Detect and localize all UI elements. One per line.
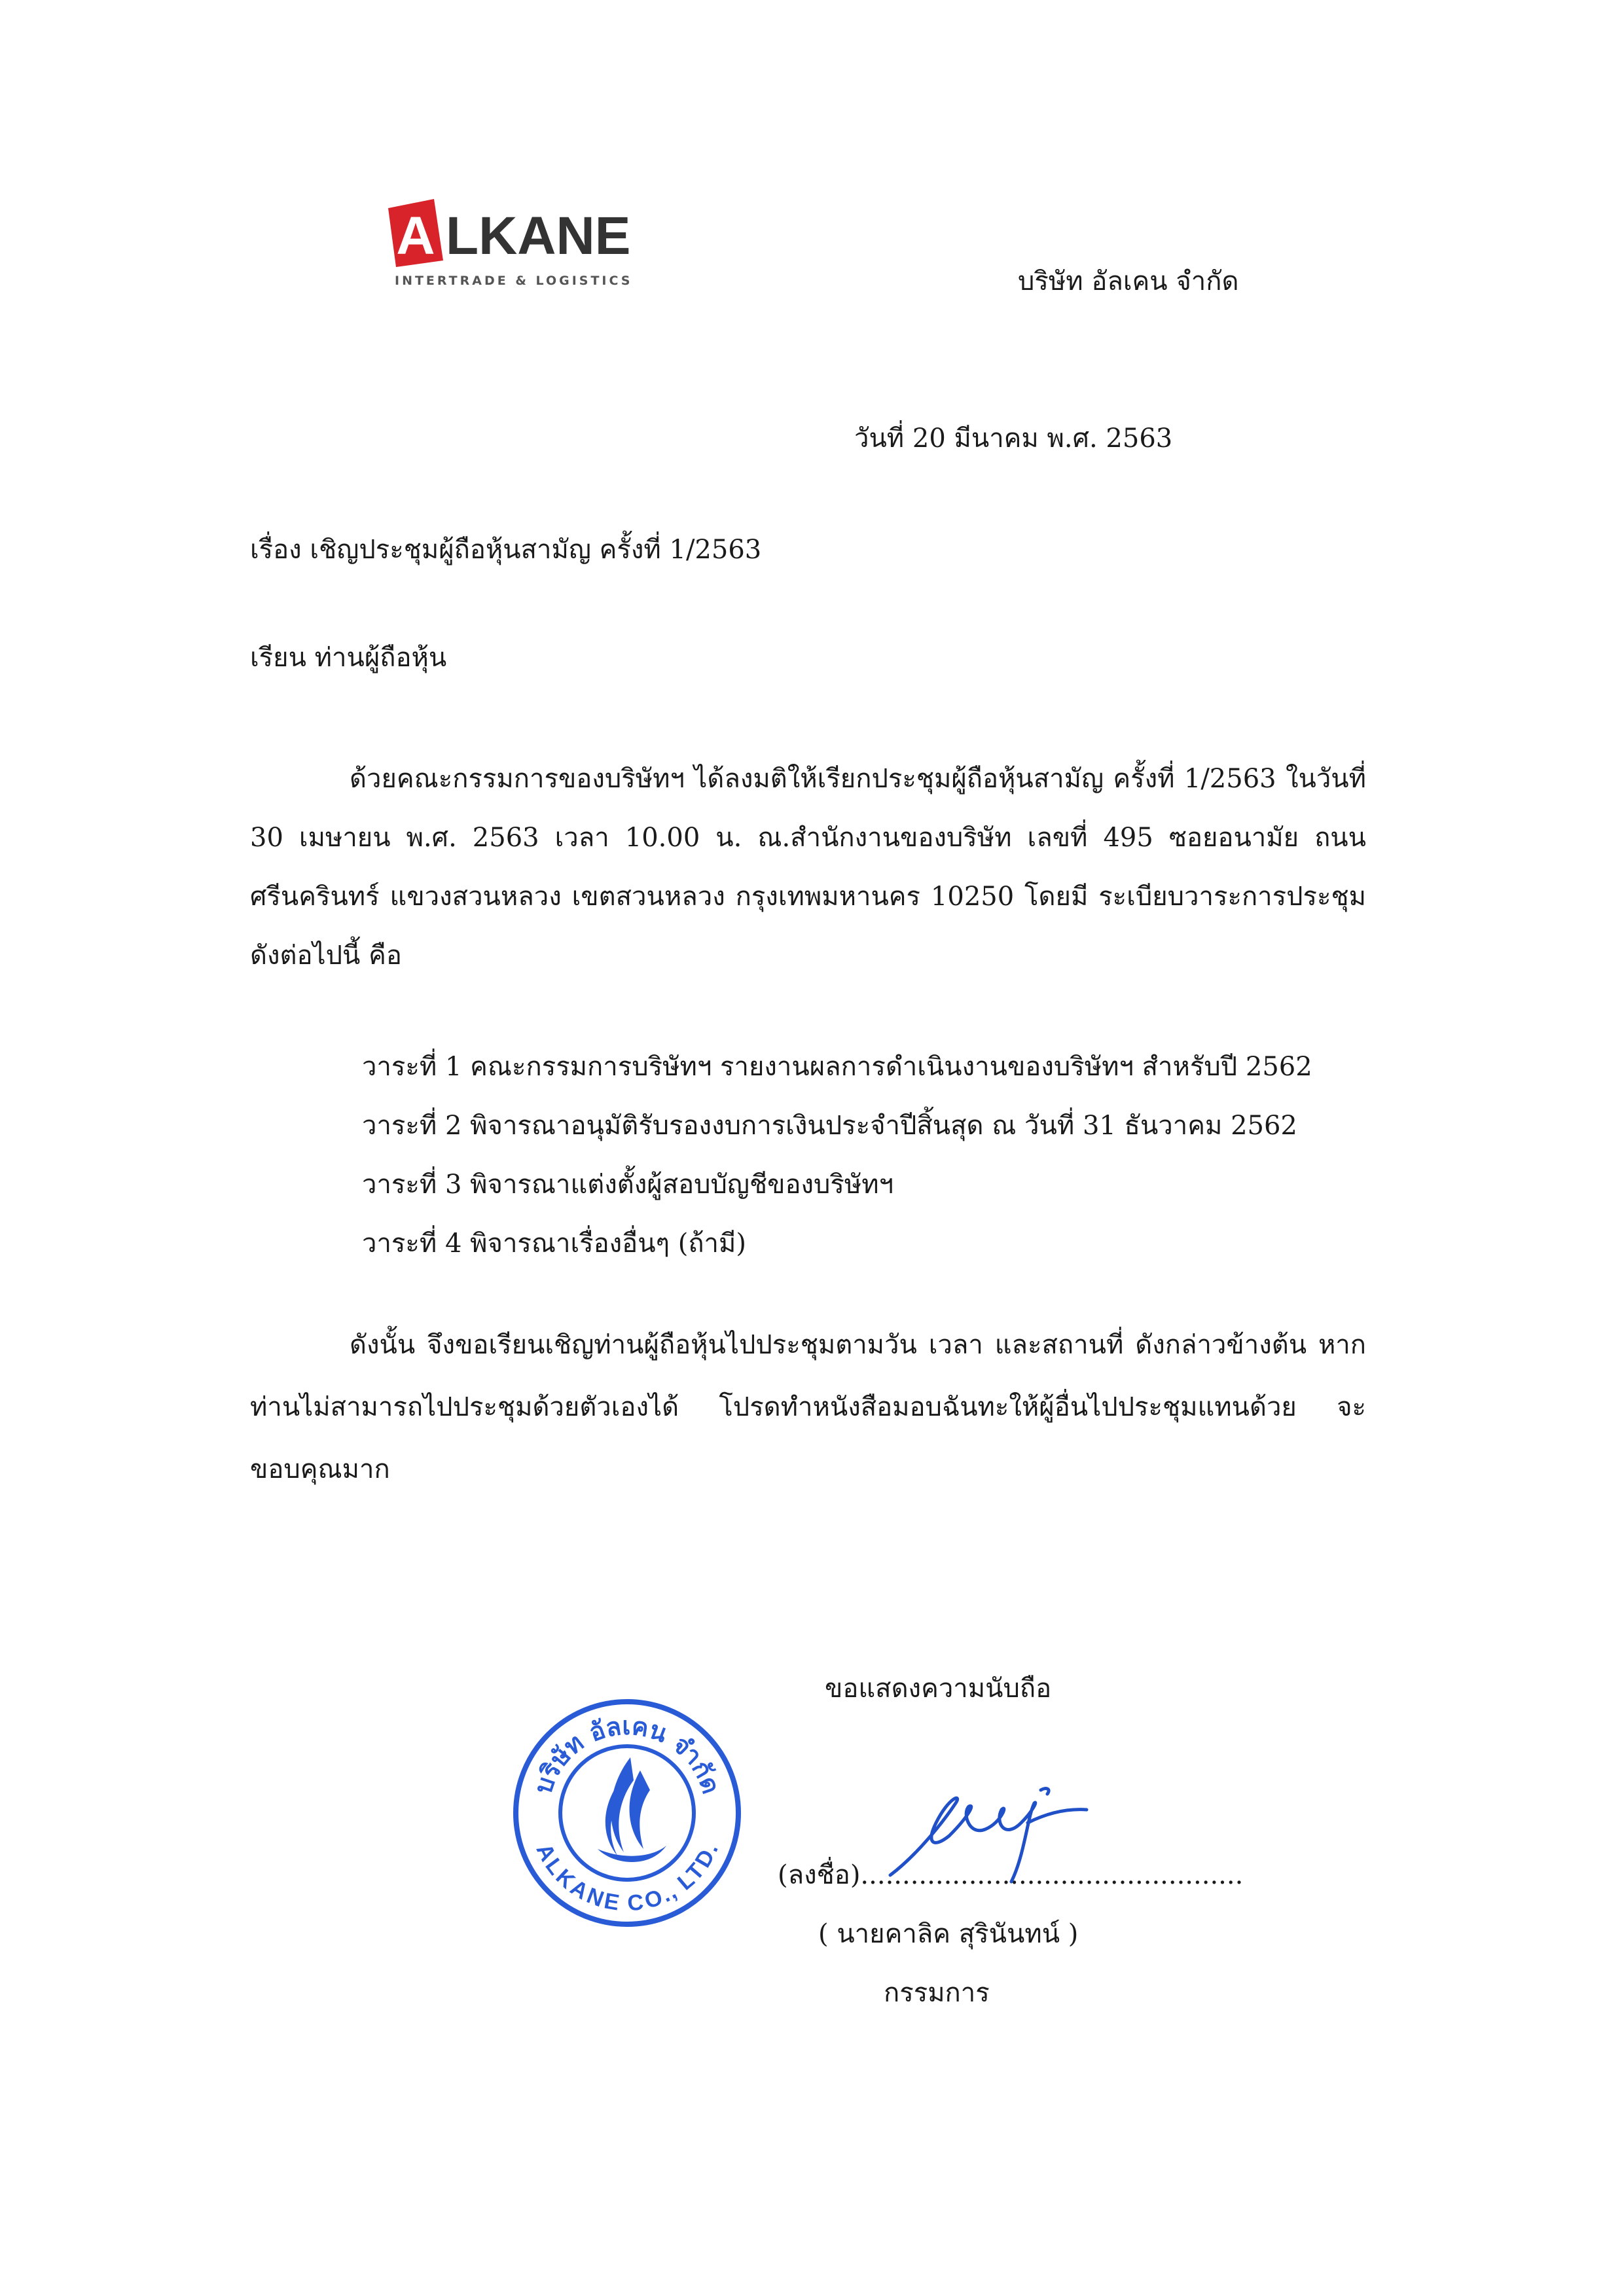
handwritten-signature bbox=[871, 1777, 1119, 1895]
agenda-item: วาระที่ 1 คณะกรรมการบริษัทฯ รายงานผลการดำเนินงานของบริษัทฯ สำหรับปี 2562 bbox=[362, 1052, 1312, 1082]
letter-date: วันที่ 20 มีนาคม พ.ศ. 2563 bbox=[854, 423, 1173, 454]
seal-thai-text: บริษัท อัลเคน จำกัด bbox=[528, 1711, 726, 1798]
agenda-list bbox=[362, 1037, 1312, 1273]
logo-letters-rest: LKANE bbox=[446, 206, 631, 266]
salutation: เรียน ท่านผู้ถือหุ้น bbox=[250, 643, 447, 673]
body-paragraph: ด้วยคณะกรรมการของบริษัทฯ ได้ลงมติให้เรียกประชุมผู้ถือหุ้นสามัญ ครั้งที่ 1/2563 ในวันที่ 30 เมษายน พ.ศ. 2563 เวลา 10.00 น. ณ.สำนักงานของบริษัท เลขที่ 495 ซอยอนามัย ถนนศรีนครินทร์ แขวงสวนหลวง เขตสวนหลวง กรุงเทพมหานคร 10250 โดยมี ระเบียบวาระการประชุมดังต่อไปนี้ คือ bbox=[250, 764, 1366, 971]
signature-stroke bbox=[890, 1789, 1087, 1882]
company-logo bbox=[383, 196, 633, 295]
agenda-item: วาระที่ 4 พิจารณาเรื่องอื่นๆ (ถ้ามี) bbox=[362, 1229, 746, 1259]
signer-name: ( นายคาลิค สุรินันทน์ ) bbox=[818, 1919, 1079, 1949]
subject-line: เรื่อง เชิญประชุมผู้ถือหุ้นสามัญ ครั้งที่ 1/2563 bbox=[250, 535, 762, 565]
signer-title: กรรมการ bbox=[884, 1978, 990, 2008]
logo-letter-a: A bbox=[396, 206, 435, 266]
agenda-item: วาระที่ 3 พิจารณาแต่งตั้งผู้สอบบัญชีของบริษัทฯ bbox=[362, 1170, 894, 1200]
company-seal bbox=[509, 1695, 745, 1931]
logo-tagline: INTERTRADE & LOGISTICS bbox=[395, 274, 633, 288]
company-name: บริษัท อัลเคน จำกัด bbox=[1018, 266, 1239, 296]
seal-english-text: ALKANE CO., LTD. bbox=[531, 1840, 723, 1916]
agenda-item: วาระที่ 2 พิจารณาอนุมัติรับรองงบการเงินประจำปีสิ้นสุด ณ วันที่ 31 ธันวาคม 2562 bbox=[362, 1111, 1297, 1141]
regards-text: ขอแสดงความนับถือ bbox=[825, 1674, 1052, 1704]
closing-paragraph: ดังนั้น จึงขอเรียนเชิญท่านผู้ถือหุ้นไปประชุมตามวัน เวลา และสถานที่ ดังกล่าวข้างต้น หากท่านไม่สามารถไปประชุมด้วยตัวเองได้ โปรดทำหนังสือมอบฉันทะให้ผู้อื่นไปประชุมแทนด้วย จะขอบคุณมาก bbox=[250, 1330, 1366, 1484]
sign-line: (ลงชื่อ).............................................. bbox=[778, 1860, 1244, 1890]
flame-icon bbox=[598, 1757, 666, 1862]
alkane-logo-mark bbox=[383, 196, 631, 268]
